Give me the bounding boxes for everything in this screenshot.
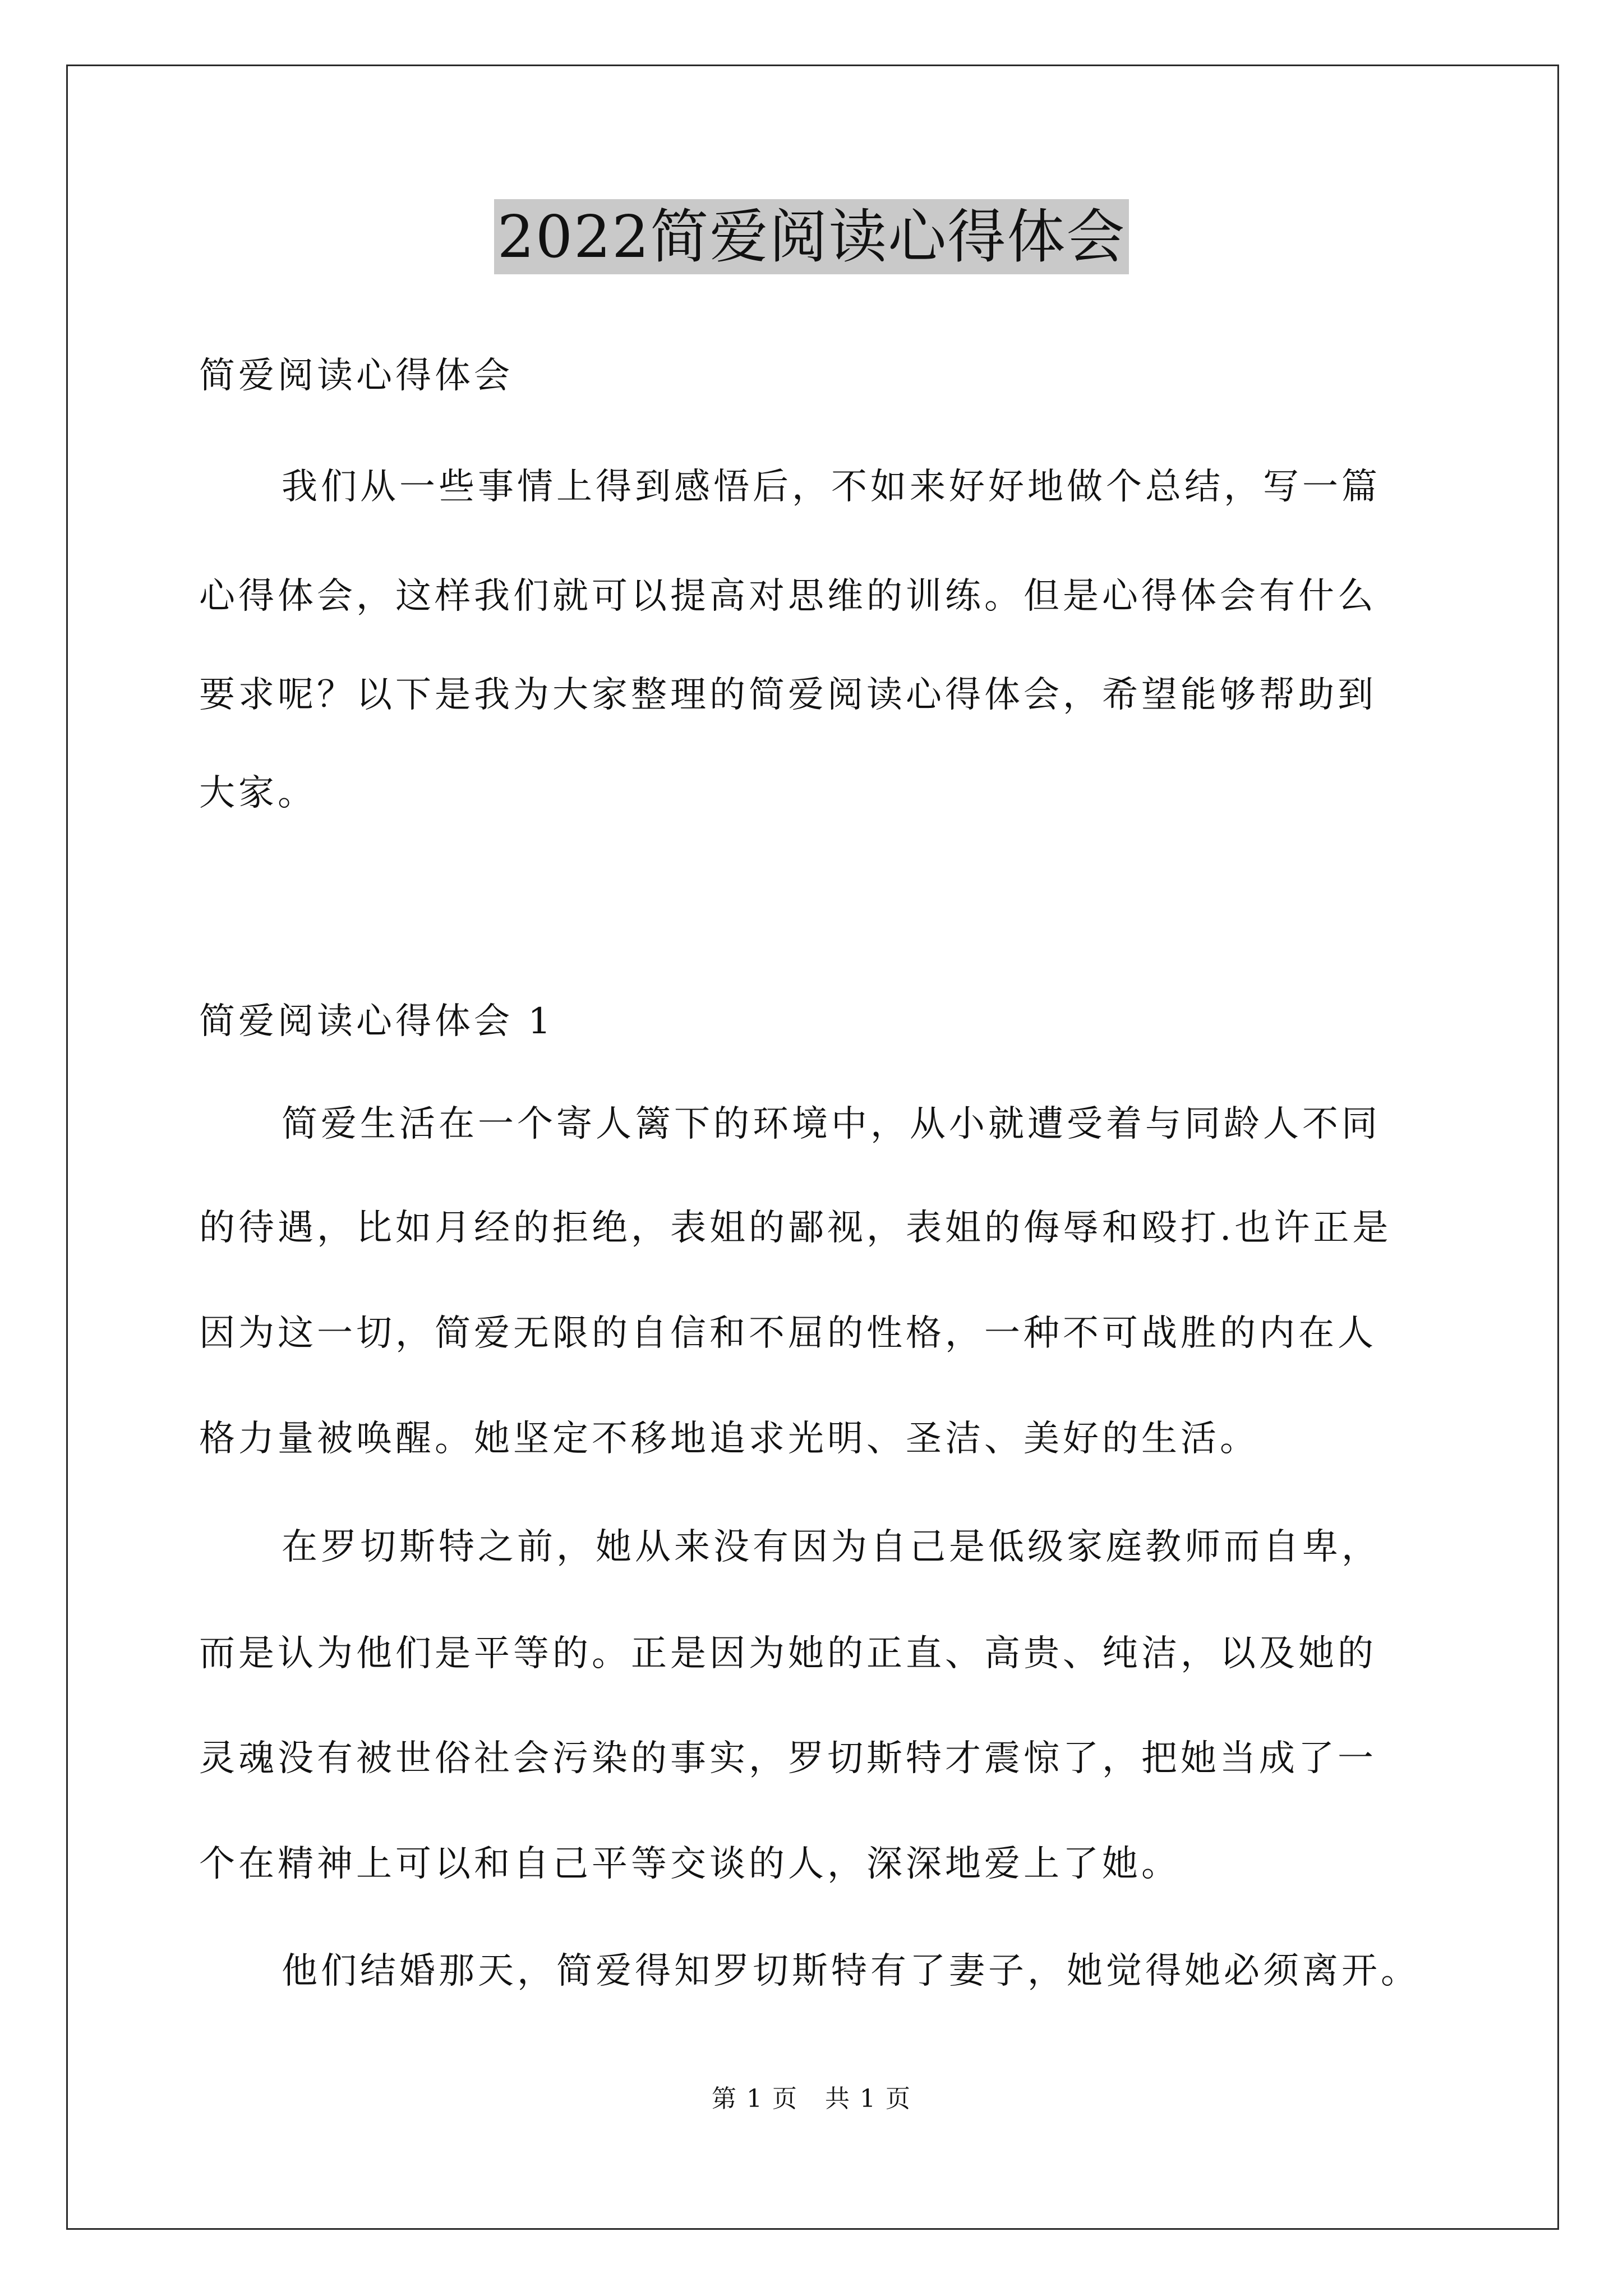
para3-line-1: 他们结婚那天，简爱得知罗切斯特有了妻子，她觉得她必须离开。 [282, 1950, 1420, 1992]
section-heading-main: 简爱阅读心得体会 [199, 355, 513, 397]
section-heading-1: 简爱阅读心得体会 1 [199, 1001, 555, 1042]
intro-line-1: 我们从一些事情上得到感悟后，不如来好好地做个总结，写一篇 [282, 466, 1381, 508]
page-footer: 第 1 页 共 1 页 [712, 2085, 911, 2113]
para1-line-1: 简爱生活在一个寄人篱下的环境中，从小就遭受着与同龄人不同 [282, 1103, 1381, 1145]
document-title [0, 197, 1623, 276]
intro-line-2: 心得体会，这样我们就可以提高对思维的训练。但是心得体会有什么 [199, 576, 1377, 617]
para2-line-4: 个在精神上可以和自己平等交谈的人，深深地爱上了她。 [199, 1843, 1181, 1885]
para2-line-1: 在罗切斯特之前，她从来没有因为自己是低级家庭教师而自卑， [282, 1526, 1381, 1568]
para1-line-3: 因为这一切，简爱无限的自信和不屈的性格，一种不可战胜的内在人 [199, 1313, 1377, 1354]
para1-line-4: 格力量被唤醒。她坚定不移地追求光明、圣洁、美好的生活。 [199, 1418, 1259, 1460]
para2-line-3: 灵魂没有被世俗社会污染的事实，罗切斯特才震惊了，把她当成了一 [199, 1738, 1377, 1779]
intro-line-3: 要求呢？以下是我为大家整理的简爱阅读心得体会，希望能够帮助到 [199, 674, 1377, 716]
para1-line-2: 的待遇，比如月经的拒绝，表姐的鄙视，表姐的侮辱和殴打.也许正是 [199, 1207, 1392, 1249]
document-title-text: 2022简爱阅读心得体会 [494, 199, 1129, 274]
para2-line-2: 而是认为他们是平等的。正是因为她的正直、高贵、纯洁，以及她的 [199, 1633, 1377, 1674]
intro-line-4: 大家。 [199, 772, 317, 814]
